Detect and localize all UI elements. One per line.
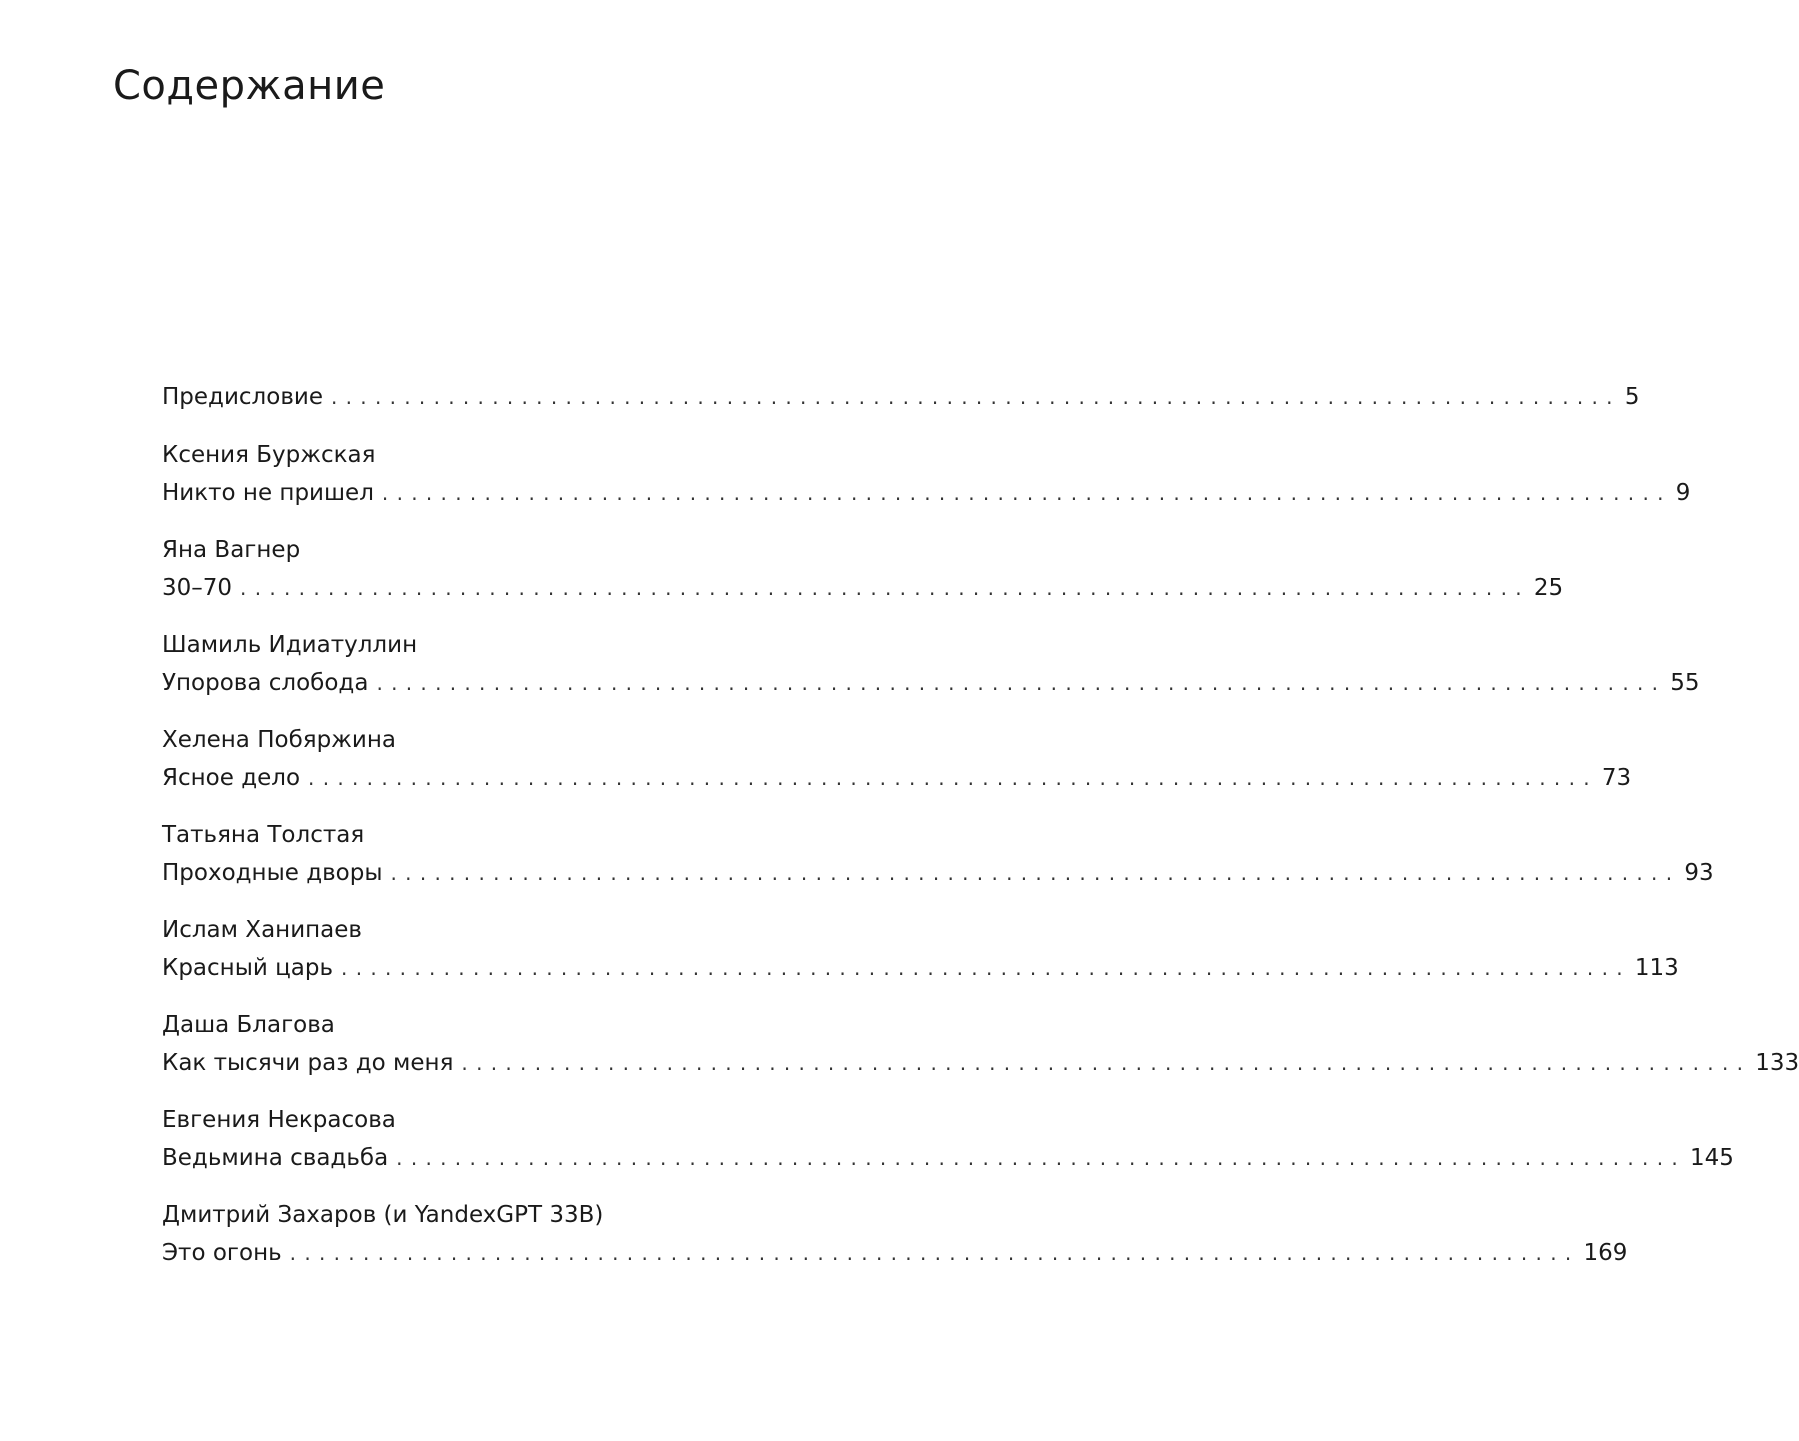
toc-title-line	[162, 854, 1714, 892]
toc-author: Дмитрий Захаров (и YandexGPT 33B)	[162, 1202, 604, 1228]
toc-entry-4[interactable]	[162, 721, 1632, 797]
toc-entry-8[interactable]	[162, 1101, 1734, 1177]
toc-title: Предисловие	[162, 384, 323, 410]
toc-page-number: 5	[1624, 384, 1640, 410]
dot-leader: ........................................................................................	[381, 481, 1672, 505]
dot-leader: ........................................................................................	[308, 766, 1598, 790]
toc-title-line	[162, 759, 1632, 797]
toc-title-line	[162, 1139, 1734, 1177]
toc-title: Проходные дворы	[162, 860, 383, 886]
toc-title-line	[162, 1234, 1628, 1272]
toc-title-line	[162, 569, 1564, 607]
dot-leader: ........................................................................................	[240, 576, 1530, 600]
toc-entry-3[interactable]	[162, 626, 1700, 702]
dot-leader: ........................................................................................	[396, 1146, 1687, 1170]
toc-title: Красный царь	[162, 955, 334, 981]
toc-author: Евгения Некрасова	[162, 1107, 396, 1133]
toc-entry-6[interactable]	[162, 911, 1679, 987]
toc-title-line	[162, 1044, 1799, 1082]
toc-author: Яна Вагнер	[162, 537, 301, 563]
page-title: Содержание	[113, 63, 386, 109]
toc-title-line	[162, 664, 1700, 702]
toc-author: Ислам Ханипаев	[162, 917, 362, 943]
toc-title-line	[162, 378, 1640, 416]
toc-page-number: 145	[1690, 1145, 1734, 1171]
toc-entry-5[interactable]	[162, 816, 1714, 892]
toc-author: Шамиль Идиатуллин	[162, 632, 418, 658]
dot-leader: ........................................................................................	[461, 1051, 1752, 1075]
toc-entry-preface[interactable]	[162, 378, 1640, 416]
toc-title: 30–70	[162, 575, 233, 601]
toc-title-line	[162, 474, 1691, 512]
dot-leader: ........................................................................................	[330, 385, 1621, 409]
dot-leader: ........................................................................................	[341, 956, 1631, 980]
dot-leader: ........................................................................................	[390, 861, 1681, 885]
toc-page-number: 73	[1601, 765, 1632, 791]
toc-entry-7[interactable]	[162, 1006, 1799, 1082]
toc-page-number: 25	[1533, 575, 1564, 601]
toc-page-number: 113	[1634, 955, 1679, 981]
dot-leader: ........................................................................................	[376, 671, 1667, 695]
toc-title: Как тысячи раз до меня	[162, 1050, 454, 1076]
toc-entry-2[interactable]	[162, 531, 1564, 607]
toc-author: Татьяна Толстая	[162, 822, 365, 848]
toc-title: Ведьмина свадьба	[162, 1145, 389, 1171]
dot-leader: ........................................................................................	[289, 1241, 1580, 1265]
toc-title: Это огонь	[162, 1240, 282, 1266]
table-of-contents	[162, 378, 1799, 1291]
toc-title-line	[162, 949, 1679, 987]
toc-entry-9[interactable]	[162, 1196, 1628, 1272]
toc-entry-1[interactable]	[162, 436, 1691, 512]
toc-page-number: 133	[1755, 1050, 1799, 1076]
toc-title: Никто не пришел	[162, 480, 374, 506]
toc-page-number: 9	[1675, 480, 1691, 506]
toc-page-number: 169	[1583, 1240, 1628, 1266]
toc-author: Ксения Буржская	[162, 442, 376, 468]
toc-page-number: 55	[1670, 670, 1700, 696]
toc-page-number: 93	[1684, 860, 1714, 886]
toc-author: Хелена Побяржина	[162, 727, 396, 753]
toc-author: Даша Благова	[162, 1012, 335, 1038]
toc-title: Упорова слобода	[162, 670, 369, 696]
toc-title: Ясное дело	[162, 765, 301, 791]
